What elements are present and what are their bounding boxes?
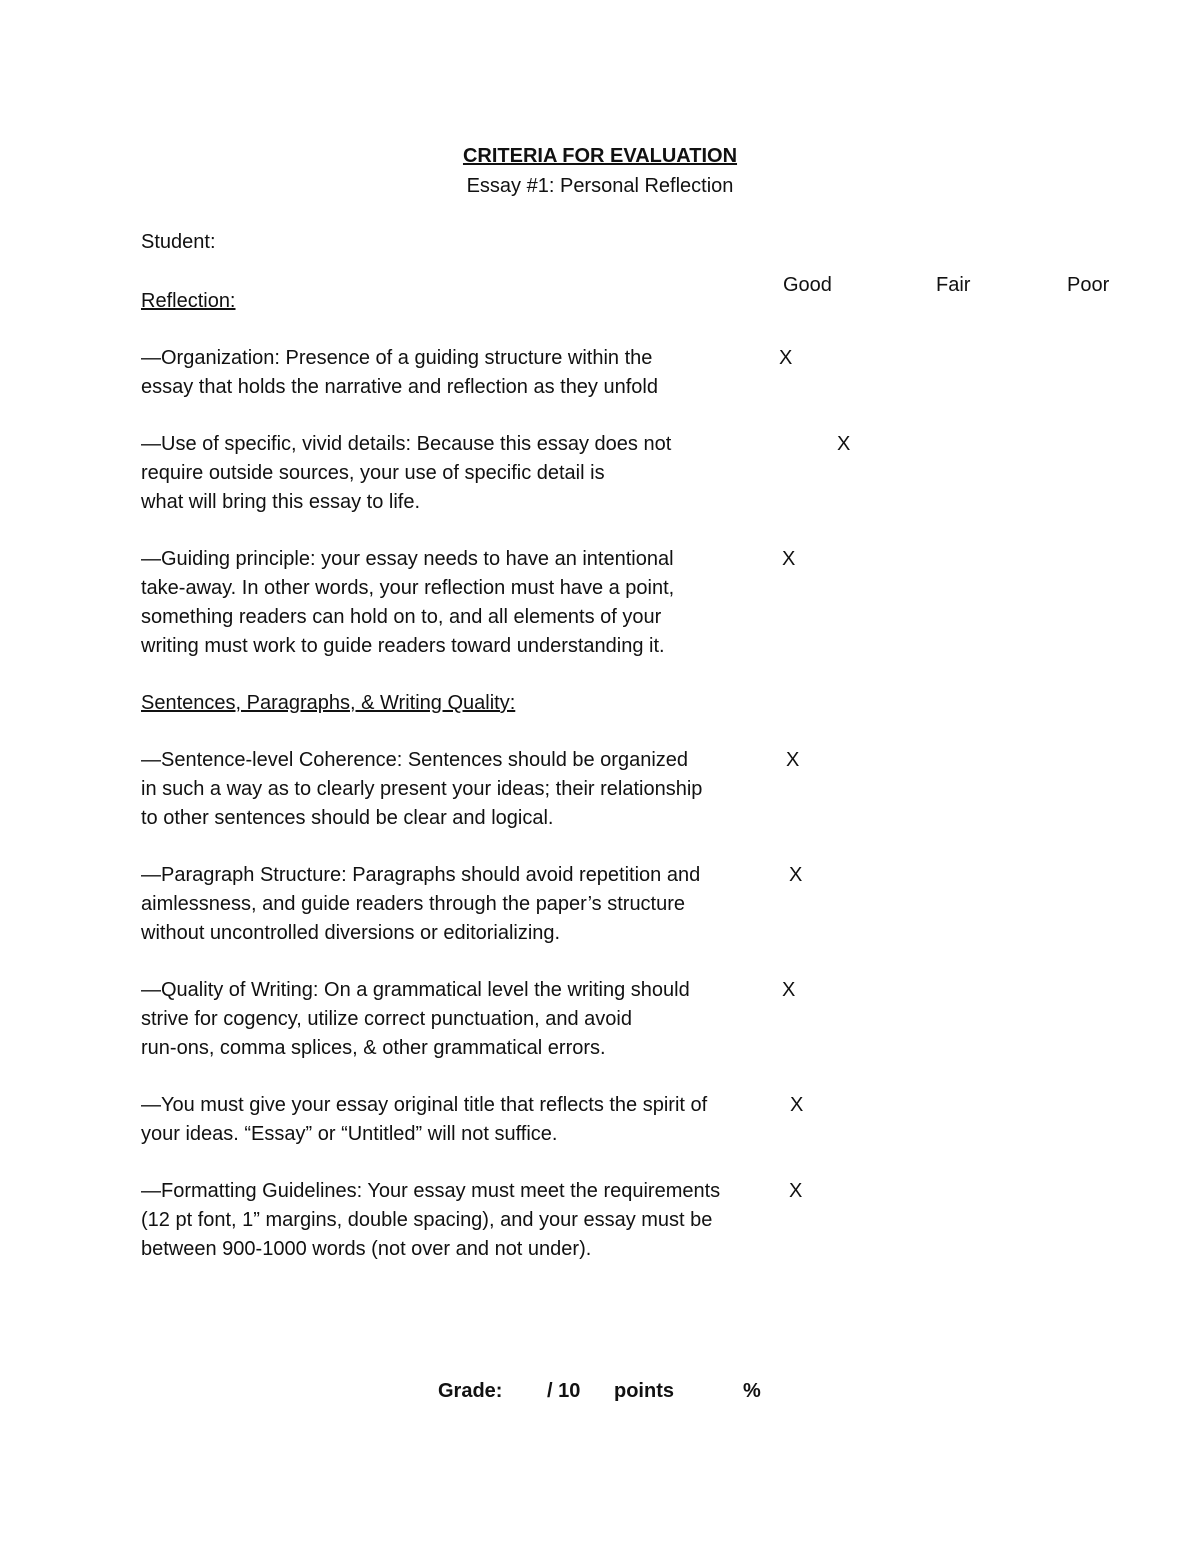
rating-mark: X: [786, 749, 800, 771]
criterion-quality-of-writing: —Quality of Writing: On a grammatical level the writing should strive for cogency, utilize correct punctuation, and avoid run-ons, comma splices, & other grammatical errors.: [141, 979, 690, 1059]
criterion-paragraph-structure: —Paragraph Structure: Paragraphs should avoid repetition and aimlessness, and guide readers through the paper’s structure without uncontrolled diversions or editorializing.: [141, 864, 701, 944]
rating-mark: X: [782, 548, 796, 570]
column-header-poor: Poor: [1067, 274, 1110, 296]
rating-mark: X: [782, 979, 796, 1001]
grade-label: Grade:: [438, 1380, 503, 1402]
student-label: Student:: [141, 231, 216, 253]
rating-mark: X: [837, 433, 851, 455]
criterion-specific-details: —Use of specific, vivid details: Because this essay does not require outside sources, your use of specific detail is what will bring this essay to life.: [141, 433, 672, 513]
criterion-organization: —Organization: Presence of a guiding structure within the essay that holds the narrative and reflection as they unfold: [141, 347, 658, 398]
criterion-guiding-principle: —Guiding principle: your essay needs to have an intentional take-away. In other words, your reflection must have a point, something readers can hold on to, and all elements of your writing must work to guide readers toward understanding it.: [141, 548, 675, 657]
criterion-original-title: —You must give your essay original title that reflects the spirit of your ideas. “Essay” or “Untitled” will not suffice.: [141, 1094, 708, 1145]
rating-mark: X: [789, 864, 803, 886]
grade-points-label: points: [614, 1380, 674, 1402]
page-title: CRITERIA FOR EVALUATION: [462, 145, 738, 167]
column-header-fair: Fair: [936, 274, 971, 296]
section-heading-writing-quality: Sentences, Paragraphs, & Writing Quality:: [141, 692, 516, 714]
rating-mark: X: [790, 1094, 804, 1116]
section-heading-reflection: Reflection:: [141, 290, 236, 312]
criterion-sentence-coherence: —Sentence-level Coherence: Sentences should be organized in such a way as to clearly present your ideas; their relationship to other sentences should be clear and logical.: [141, 749, 703, 829]
grade-out-of: / 10: [547, 1380, 581, 1402]
rating-mark: X: [789, 1180, 803, 1202]
rating-mark: X: [779, 347, 793, 369]
page-subtitle: Essay #1: Personal Reflection: [466, 175, 734, 197]
criterion-formatting-guidelines: —Formatting Guidelines: Your essay must meet the requirements (12 pt font, 1” margins, double spacing), and your essay must be between 900-1000 words (not over and not under).: [141, 1180, 721, 1260]
grade-percent-symbol: %: [743, 1380, 761, 1402]
column-header-good: Good: [783, 274, 832, 296]
